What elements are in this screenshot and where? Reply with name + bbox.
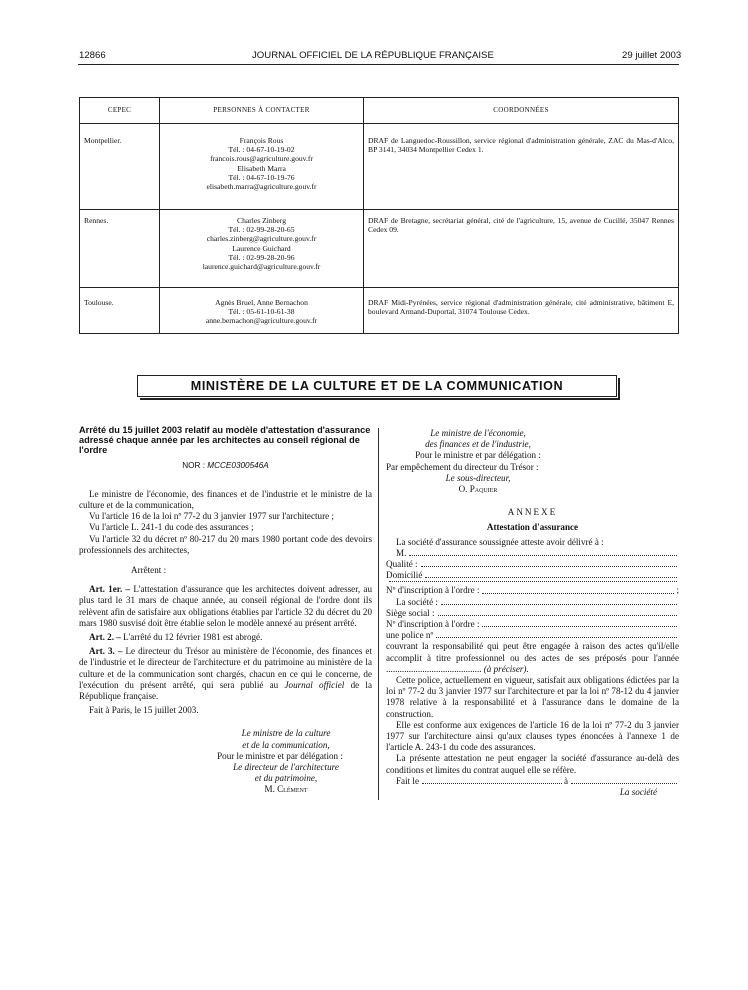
article-text: L'attestation d'assurance que les architectes doivent adresser, au plus tard le 31 mars de chaque année, au conseil régional de l'ordre dont ils relèvent afin de satisfaire aux obligations établies par l'article 32 du décret du 20 mars 1980 susvisé doit être établie selon le modèle annexé au présent arrêté.	[79, 584, 372, 628]
dotted-fill	[482, 619, 677, 627]
contact-line: anne.bernachon@agriculture.gouv.fr	[205, 316, 318, 326]
signature-line: et du patrimoine,	[254, 773, 318, 784]
paragraph: La présente attestation ne peut engager la société d'assurance au-delà des conditions et limites du contrat auquel elle se réfère.	[386, 753, 679, 775]
field-inscription-2	[386, 619, 679, 630]
field-societe	[386, 597, 679, 608]
field-inscription-1: Nº d'inscription à l'ordre : ;	[386, 585, 679, 596]
field-m	[386, 548, 679, 559]
row-contacts	[160, 210, 364, 288]
dotted-fill	[438, 608, 678, 616]
field-label: Nº d'inscription à l'ordre :	[386, 585, 480, 596]
signature-line: Pour le ministre et par délégation :	[217, 750, 343, 761]
nor-label: NOR :	[182, 460, 205, 470]
article-label: Art. 3. –	[89, 646, 123, 657]
paragraph: Elle est conforme aux exigences de l'article 16 de la loi nº 77-2 du 3 janvier 1977 sur l'architecture ainsi qu'aux clauses types énoncées à l'annexe 1 de l'article A. 243-1 du code des assurances.	[386, 719, 679, 753]
field-fait-le	[386, 776, 679, 787]
attestation-title: Attestation d'assurance	[486, 522, 579, 533]
article-label: Art. 1er. –	[89, 584, 131, 595]
signature-block	[79, 728, 361, 795]
field-label: une police nº	[386, 630, 434, 641]
signature-line: Le sous-directeur,	[445, 472, 511, 483]
dotted-fill	[436, 630, 677, 638]
row-address: DRAF de Languedoc-Roussillon, service régional d'administration générale, ZAC du Mas-d'Alco, BP 3141, 34034 Montpellier Cedex 1.	[364, 124, 679, 210]
article-text: de la République française.	[79, 679, 372, 702]
contact-line: Laurence Guichard	[232, 243, 291, 253]
article-text: L'arrêté du 12 février 1981 est abrogé.	[123, 632, 263, 643]
signature-line: Le ministre de l'économie,	[430, 428, 526, 438]
signatory-name: M. Clément	[264, 784, 308, 795]
article-label: Art. 2. –	[89, 632, 121, 643]
contact-line: laurence.guichard@agriculture.gouv.fr	[202, 262, 321, 272]
field-label: Fait le	[396, 775, 419, 786]
row-city: Montpellier.	[80, 124, 160, 210]
right-column	[386, 428, 679, 798]
dotted-fill	[422, 776, 562, 784]
signature-line: des finances et de l'industrie,	[425, 439, 531, 450]
coverage-main: couvrant la responsabilité qui peut être engagée à raison des actes qu'il/elle accomplit à titre professionnel ou des actes de ses préposés pour l'année	[386, 641, 679, 663]
field-siege	[386, 608, 679, 619]
contact-line: Tél. : 02-99-28-20-96	[228, 252, 295, 262]
contact-line: Tél. : 04-67-10-19-76	[228, 172, 295, 182]
column-header: CEPEC	[80, 98, 160, 124]
paragraph: Vu l'article L. 241-1 du code des assurances ;	[89, 522, 254, 533]
table-row	[80, 210, 679, 288]
field-label: à	[563, 775, 569, 786]
societe-signature: La société	[619, 787, 657, 798]
article-text: Le directeur du Trésor au ministère de l'économie, des finances et de l'industrie et le directeur de l'architecture et du patrimoine au ministère de la culture et de la communication sont chargés, chacun en ce qui le concerne, de l'exécution du présent arrêté, qui sera publié au	[79, 646, 372, 690]
contact-line: François Rous	[239, 136, 284, 145]
coverage-note: (à préciser).	[483, 663, 529, 674]
article-1	[79, 584, 372, 629]
signature-line: et de la communication,	[242, 739, 330, 750]
contact-line: Charles Zinberg	[237, 216, 286, 225]
signature-line: Par empêchement du directeur du Trésor :	[386, 461, 539, 472]
fait-a-paris: Fait à Paris, le 15 juillet 2003.	[89, 705, 199, 716]
column-header: PERSONNES À CONTACTER	[160, 98, 364, 124]
field-label: Domicilié	[386, 570, 423, 581]
row-city: Toulouse.	[80, 288, 160, 334]
article-3	[79, 646, 372, 702]
dotted-fill	[571, 776, 677, 784]
signature-line: Le ministre de la culture	[241, 728, 331, 739]
signatory-name: O. Paquier	[458, 484, 498, 495]
article-text-italic: Journal officiel	[284, 679, 345, 690]
paragraph: Cette police, actuellement en vigueur, satisfait aux obligations édictées par la loi nº 77-2 du 3 janvier 1977 sur l'architecture et par la loi nº 78-12 du 4 janvier 1978 relative à la responsabilité et à l'assurance dans le domaine de la construction.	[386, 675, 679, 719]
contact-line: Tél. : 05-61-10-61-38	[228, 307, 295, 317]
nor-value: MCCE0300546A	[207, 460, 269, 470]
field-police	[386, 630, 679, 641]
left-column	[79, 425, 372, 796]
annexe-heading: ANNEXE	[507, 507, 558, 518]
decree-title: Arrêté du 15 juillet 2003 relatif au modèle d'attestation d'assurance adressé chaque année par les architectes au conseil régional de l'ordre	[79, 425, 371, 456]
field-label: Qualité :	[386, 559, 418, 570]
contacts-table	[79, 97, 679, 334]
signature-line: Le directeur de l'architecture	[233, 762, 339, 773]
contact-line: Tél. : 02-99-28-20-65	[228, 225, 295, 235]
field-label: Nº d'inscription à l'ordre :	[386, 619, 480, 630]
nor-reference	[79, 460, 372, 471]
table-row	[80, 288, 679, 334]
paragraph: Vu l'article 16 de la loi nº 77-2 du 3 janvier 1977 sur l'architecture ;	[89, 511, 334, 522]
row-contacts	[160, 124, 364, 210]
page-number: 12866	[79, 50, 106, 61]
column-header: COORDONNÉES	[364, 98, 679, 124]
coverage-text: couvrant la responsabilité qui peut être engagée à raison des actes qu'il/elle accomplit à titre professionnel ou des actes de ses préposés pour l'année .......................................... (à préciser).	[386, 641, 679, 674]
dotted-fill	[441, 597, 677, 605]
contact-line: charles.zinberg@agriculture.gouv.fr	[206, 234, 317, 244]
row-city: Rennes.	[80, 210, 160, 288]
contact-line: Elisabeth Marra	[237, 163, 286, 173]
dotted-fill	[389, 581, 677, 582]
row-contacts	[160, 288, 364, 334]
header-rule	[78, 64, 679, 65]
contact-line: Tél. : 04-67-10-19-02	[228, 145, 295, 155]
paragraph: Le ministre de l'économie, des finances et de l'industrie et le ministre de la culture et de la communication,	[79, 488, 372, 511]
ministry-heading: MINISTÈRE DE LA CULTURE ET DE LA COMMUNICATION	[137, 375, 617, 397]
field-label: M.	[396, 547, 407, 558]
journal-title: JOURNAL OFFICIEL DE LA RÉPUBLIQUE FRANÇAISE	[252, 50, 494, 61]
dotted-fill	[421, 559, 677, 567]
table-row	[80, 124, 679, 210]
signature-block	[378, 473, 578, 495]
article-2	[79, 632, 372, 643]
field-domicile	[386, 570, 679, 581]
issue-date: 29 juillet 2003	[622, 50, 682, 61]
arretent: Arrêtent :	[131, 565, 167, 576]
contact-line: elisabeth.marra@agriculture.gouv.fr	[206, 182, 317, 192]
dotted-fill	[425, 570, 677, 578]
signature-block	[378, 428, 578, 462]
dotted-fill	[482, 585, 674, 593]
field-label: La société :	[396, 596, 438, 607]
signature-line: Pour le ministre et par délégation :	[415, 450, 541, 461]
dotted-fill	[409, 548, 677, 556]
row-address: DRAF Midi-Pyrénées, service régional d'administration générale, cité administrative, bâtiment E, boulevard Armand-Duportal, 31074 Toulouse Cedex.	[364, 288, 679, 334]
table-header-row	[80, 98, 679, 124]
contact-line: francois.rous@agriculture.gouv.fr	[210, 154, 313, 164]
field-label: Siège social :	[386, 607, 435, 618]
contact-line: Agnès Bruel, Anne Bernachon	[215, 298, 308, 307]
field-qualite	[386, 559, 679, 570]
attestation-intro: La société d'assurance soussignée atteste avoir délivré à :	[396, 536, 604, 547]
paragraph: Vu l'article 32 du décret nº 80-217 du 20 mars 1980 portant code des devoirs professionnels des architectes,	[79, 533, 372, 555]
row-address: DRAF de Bretagne, secrétariat général, cité de l'agriculture, 15, avenue de Cucillé, 35047 Rennes Cedex 09.	[364, 210, 679, 288]
